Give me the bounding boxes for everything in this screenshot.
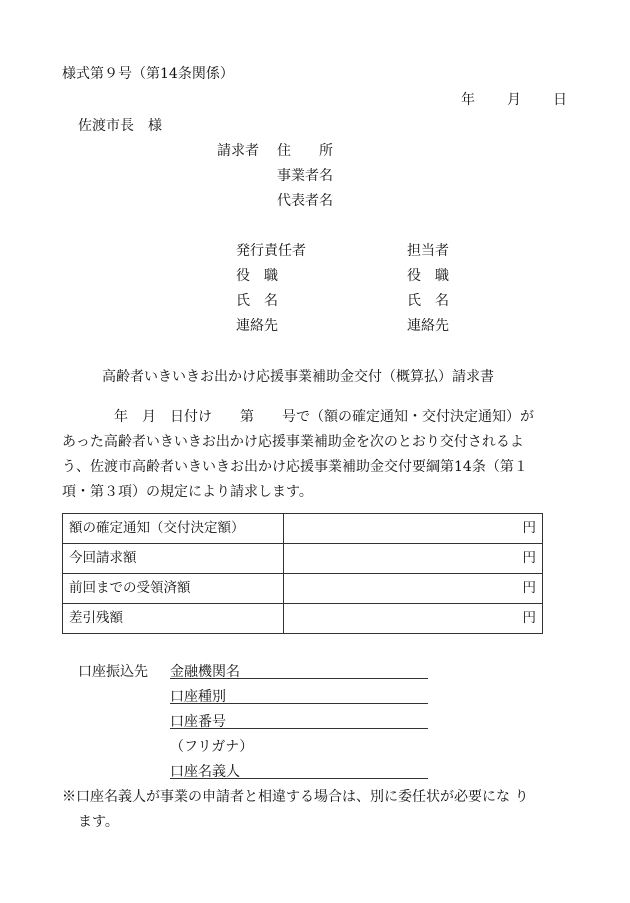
addressee: 佐渡市長 様	[78, 118, 162, 134]
table-row	[63, 544, 543, 574]
body-line-1: 年 月 日付け 第 号で（額の確定通知・交付決定通知）が	[114, 409, 534, 425]
remaining-balance-label: 差引残額	[63, 604, 284, 634]
document-title: 高齢者いきいきお出かけ応援事業補助金交付（概算払）請求書	[102, 369, 494, 385]
table-row	[63, 574, 543, 604]
account-holder-field[interactable]	[170, 778, 428, 779]
body-line-4: 項・第３項）の規定により請求します。	[62, 484, 313, 500]
amount-table	[62, 513, 543, 634]
date-year: 年	[461, 92, 475, 108]
form-number: 様式第９号（第14条関係）	[62, 66, 234, 82]
previously-received-label: 前回までの受領済額	[63, 574, 284, 604]
current-claim-value[interactable]: 円	[284, 544, 543, 574]
applicant-role: 請求者	[217, 143, 259, 159]
current-claim-label: 今回請求額	[63, 544, 284, 574]
bank-heading: 口座振込先	[78, 664, 148, 680]
remaining-balance-value[interactable]: 円	[284, 604, 543, 634]
issuer-name: 氏 名	[236, 293, 278, 309]
account-number-label: 口座番号	[170, 714, 226, 730]
table-row	[63, 514, 543, 544]
account-number-field[interactable]	[170, 728, 428, 729]
issuer-title: 発行責任者	[236, 243, 306, 259]
applicant-address-label: 住 所	[277, 143, 333, 159]
account-holder-label: 口座名義人	[170, 764, 240, 780]
account-type-field[interactable]	[170, 703, 428, 704]
account-type-label: 口座種別	[170, 689, 226, 705]
bank-institution-label: 金融機関名	[170, 664, 240, 680]
person-in-charge-title: 担当者	[407, 243, 449, 259]
table-row	[63, 604, 543, 634]
previously-received-value[interactable]: 円	[284, 574, 543, 604]
applicant-business-name-label: 事業者名	[277, 168, 333, 184]
date-month: 月	[507, 92, 521, 108]
body-paragraph	[62, 405, 562, 505]
confirmed-amount-label: 額の確定通知（交付決定額）	[63, 514, 284, 544]
date-day: 日	[553, 92, 567, 108]
person-in-charge-name: 氏 名	[407, 293, 449, 309]
note-line-2: ます。	[78, 814, 119, 830]
bank-institution-field[interactable]	[170, 678, 428, 679]
person-in-charge-contact: 連絡先	[407, 318, 449, 334]
issuer-contact: 連絡先	[236, 318, 278, 334]
furigana-label: （フリガナ）	[170, 739, 254, 755]
issuer-position: 役 職	[236, 268, 278, 284]
confirmed-amount-value[interactable]: 円	[284, 514, 543, 544]
person-in-charge-position: 役 職	[407, 268, 449, 284]
applicant-representative-label: 代表者名	[277, 193, 333, 209]
note-line-1: ※口座名義人が事業の申請者と相違する場合は、別に委任状が必要にな り	[62, 789, 529, 805]
body-line-3: う、佐渡市高齢者いきいきお出かけ応援事業補助金交付要綱第14条（第１	[62, 459, 528, 475]
body-line-2: あった高齢者いきいきお出かけ応援事業補助金を次のとおり交付されるよ	[62, 434, 524, 450]
